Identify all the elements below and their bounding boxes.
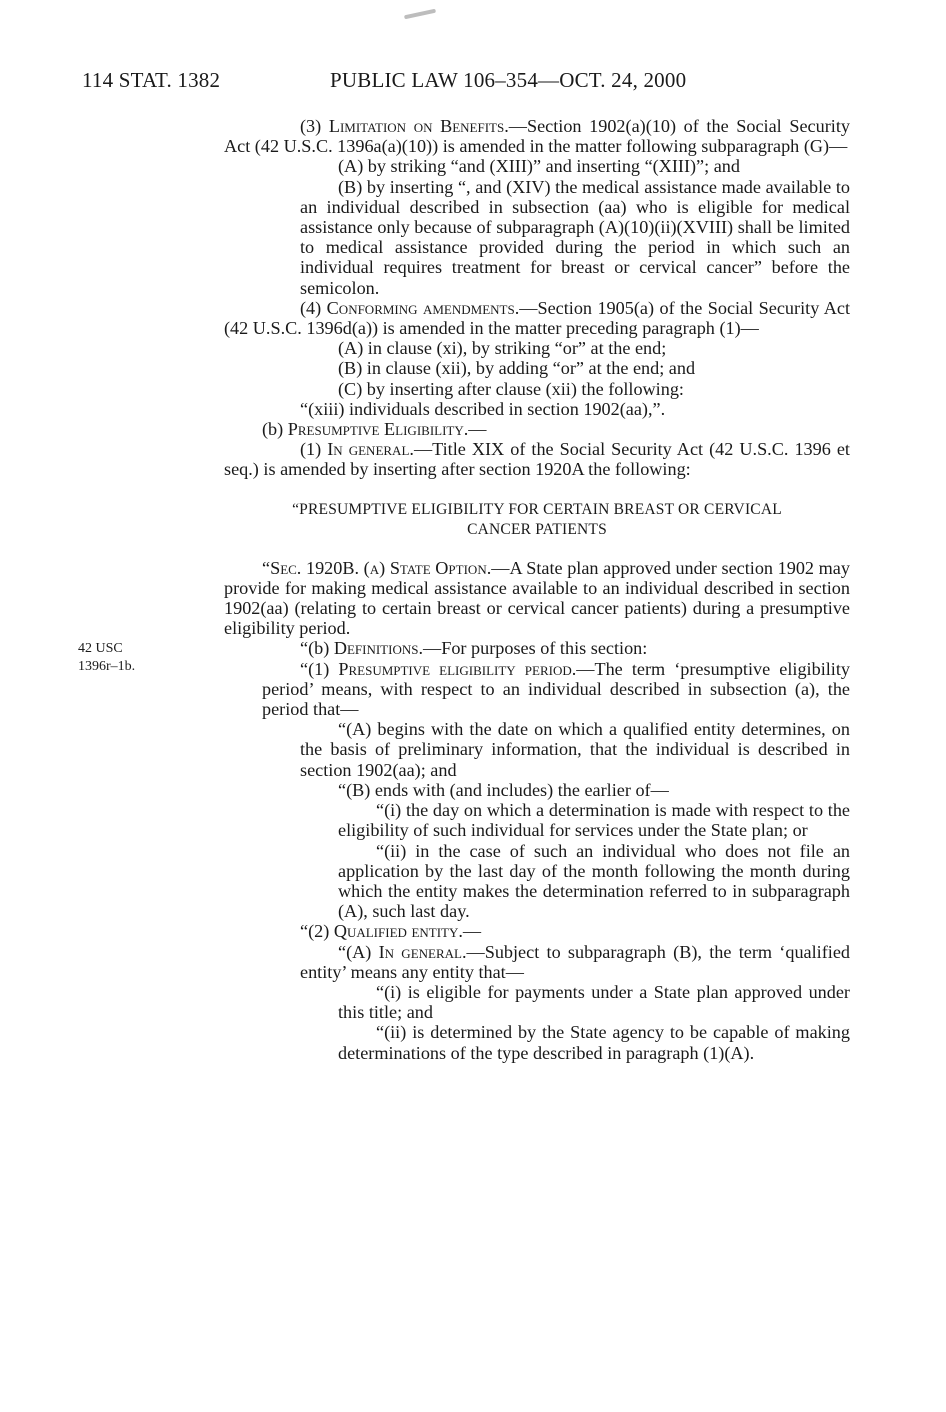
section-heading-line2: CANCER PATIENTS [467, 520, 607, 538]
definitions [224, 638, 850, 658]
scan-mark [404, 9, 436, 20]
definitions-lead: “(b) [300, 638, 334, 659]
definition-2-a-i: “(i) is eligible for payments under a State plan approved under this title; and [338, 981, 850, 1023]
paragraph-4-text: —Section 1905(a) of the Social Security Act (42 U.S.C. 1396d(a)) is amended in the matter preceding paragraph (1)— [224, 297, 850, 339]
paragraph-4-number: (4) [300, 297, 327, 318]
paragraph-3-b: (B) by inserting “, and (XIV) the medical assistance made available to an individual described in subsection (aa) who is eligible for medical assistance only because of subparagraph (A)(10)(ii)(XVIII) shall be limited to medical assistance provided during the period in which such an individual requires treatment for breast or cervical cancer” before the semicolon. [300, 176, 850, 298]
definition-2-a-text: —Subject to subparagraph (B), the term ‘qualified entity’ means any entity that— [300, 941, 850, 982]
subsection-b-1-heading: In general. [327, 439, 414, 460]
definition-2-lead: “(2) [300, 921, 334, 942]
section-heading [224, 500, 850, 540]
page-number: 114 STAT. 1382 [82, 68, 221, 92]
paragraph-4-b: (B) in clause (xii), by adding “or” at the end; and [338, 358, 696, 379]
definitions-text: —For purposes of this section: [423, 638, 648, 659]
definition-1-b-ii: “(ii) in the case of such an individual who does not file an application by the last day of the month following the month during which the entity makes the determination referred to in subparagraph (A), such last day. [338, 840, 850, 922]
subsection-b-1-text: —Title XIX of the Social Security Act (42 U.S.C. 1396 et seq.) is amended by inserting after section 1920A the following: [224, 439, 850, 480]
law-title: PUBLIC LAW 106–354—OCT. 24, 2000 [330, 68, 687, 92]
definition-1-b: “(B) ends with (and includes) the earlier of— [338, 779, 669, 800]
definition-1-heading: Presumptive eligibility period. [338, 658, 577, 679]
definitions-heading: Definitions. [333, 638, 424, 659]
subsection-b-1-number: (1) [300, 439, 328, 460]
definition-2-heading: Qualified entity. [333, 921, 463, 942]
definition-2-a-heading: In general. [378, 941, 467, 962]
margin-note-line2: 1396r–1b. [78, 659, 136, 674]
paragraph-3-heading: Limitation on Benefits. [328, 116, 509, 136]
subsection-b-number: (b) [262, 419, 288, 440]
section-a-heading: State Option. [389, 557, 492, 578]
definition-2-dash: — [462, 921, 482, 942]
subsection-b-heading: Presumptive Eligibility. [287, 419, 469, 440]
definition-2 [224, 921, 850, 941]
margin-note [78, 640, 135, 676]
paragraph-3-text: —Section 1902(a)(10) of the Social Security Act (42 U.S.C. 1396a(a)(10)) is amended in the matter following subparagraph (G)— [224, 116, 850, 157]
section-heading-line1: “PRESUMPTIVE ELIGIBILITY FOR CERTAIN BREAST OR CERVICAL [292, 500, 782, 518]
paragraph-4 [224, 298, 850, 338]
definition-1-a: “(A) begins with the date on which a qualified entity determines, on the basis of preliminary information, that the individual is described in section 1902(aa); and [300, 719, 850, 780]
paragraph-4-c: (C) by inserting after clause (xii) the following: [338, 378, 684, 399]
paragraph-4-a: (A) in clause (xi), by striking “or” at the end; [338, 338, 667, 359]
definition-2-a-lead: “(A) [338, 941, 379, 962]
subsection-b-dash: — [468, 419, 487, 440]
margin-note-line1: 42 USC [78, 641, 123, 656]
definition-2-a [224, 942, 850, 982]
section-1920b-a [224, 558, 850, 639]
paragraph-4-quote: “(xiii) individuals described in section 1902(aa),”. [300, 398, 666, 419]
section-lead: “Sec. 1920B. (a) [262, 557, 390, 578]
definition-1-lead: “(1) [300, 658, 339, 679]
section-a-text: —A State plan approved under section 1902 may provide for making medical assistance available to an individual described in section 1902(aa) (relating to certain breast or cervical cancer patients) during a presumptive eligibility period. [224, 557, 850, 639]
paragraph-3-number: (3) [300, 116, 329, 136]
subsection-b-1 [224, 439, 850, 479]
subsection-b [224, 419, 850, 439]
paragraph-3 [224, 116, 850, 156]
paragraph-3-a: (A) by striking “and (XIII)” and inserting “(XIII)”; and [338, 156, 740, 177]
definition-2-a-ii: “(ii) is determined by the State agency to be capable of making determinations of the type described in paragraph (1)(A). [338, 1022, 850, 1063]
definition-1 [224, 659, 850, 720]
definition-1-b-i: “(i) the day on which a determination is made with respect to the eligibility of such individual for services under the State plan; or [338, 800, 850, 841]
body-text [224, 116, 850, 1063]
definition-1-text: —The term ‘presumptive eligibility period’ means, with respect to an individual described in subsection (a), the period that— [262, 658, 850, 720]
paragraph-4-heading: Conforming amendments. [326, 297, 520, 318]
